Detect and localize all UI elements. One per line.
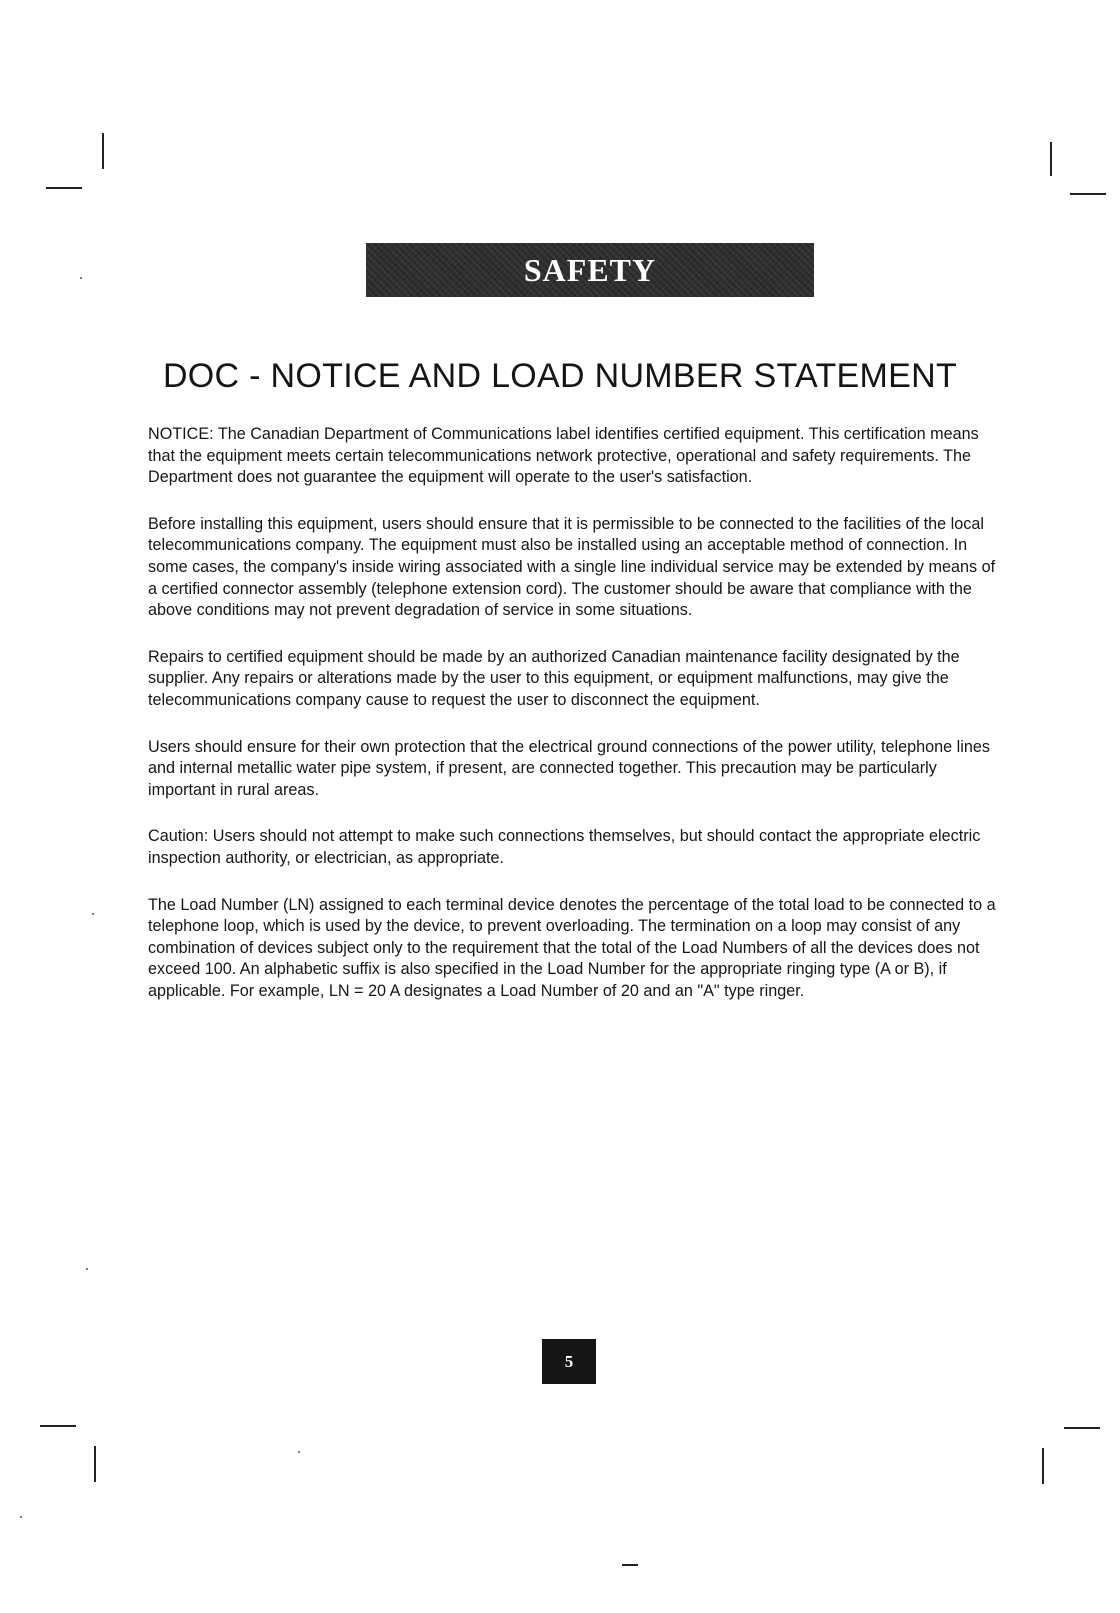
document-body [148,424,1006,1027]
paragraph-repairs: Repairs to certified equipment should be made by an authorized Canadian maintenance facility designated by the supplier. Any repairs or alterations made by the user to this equipment, or equipment malfunctions, may give the telecommunications company cause to request the user to disconnect the equipment. [148,647,960,709]
crop-mark-bottom-left-horizontal [40,1425,76,1427]
paragraph-load-number: The Load Number (LN) assigned to each terminal device denotes the percentage of the total load to be connected to a telephone loop, which is used by the device, to prevent overloading. The termination on a loop may consist of any combination of devices subject only to the requirement that the total of the Load Numbers of all the devices does not exceed 100. An alphabetic suffix is also specified in the Load Number for the appropriate ringing type (A or B), if applicable. For example, LN = 20 A designates a Load Number of 20 and an "A" type ringer. [148,895,996,1000]
scan-speck [92,913,94,915]
crop-mark-bottom-center [622,1564,638,1566]
section-banner [366,243,814,297]
paragraph-notice: NOTICE: The Canadian Department of Communications label identifies certified equipment. This certification means that the equipment meets certain telecommunications network protective, operational and safety requirements. The Department does not guarantee the equipment will operate to the user's satisfaction. [148,425,979,487]
page-title: DOC - NOTICE AND LOAD NUMBER STATEMENT [162,357,958,395]
scan-speck [20,1516,22,1518]
crop-mark-top-right-vertical [1050,142,1052,176]
crop-mark-bottom-right-horizontal [1064,1427,1100,1429]
page-number-badge [542,1339,596,1384]
crop-mark-top-left-vertical [102,133,104,169]
scan-speck [298,1451,300,1453]
scan-speck [86,1268,88,1270]
paragraph-installation: Before installing this equipment, users should ensure that it is permissible to be connected to the facilities of the local telecommunications company. The equipment must also be installed using an acceptable method of connection. In some cases, the company's inside wiring associated with a single line individual service may be extended by means of a certified connector assembly (telephone extension cord). The customer should be aware that compliance with the above conditions may not prevent degradation of service in some situations. [148,514,996,620]
crop-mark-bottom-right-vertical [1042,1448,1044,1484]
scan-speck [80,277,82,279]
crop-mark-top-left-horizontal [46,187,82,189]
crop-mark-top-right-horizontal [1070,193,1106,195]
paragraph-caution: Caution: Users should not attempt to make such connections themselves, but should contact the appropriate electric inspection authority, or electrician, as appropriate. [148,827,981,867]
crop-mark-bottom-left-vertical [94,1446,96,1482]
section-banner-label: SAFETY [523,251,657,288]
page-number: 5 [564,1351,574,1371]
paragraph-grounding: Users should ensure for their own protection that the electrical ground connections of the power utility, telephone lines and internal metallic water pipe system, if present, are connected together. This precaution may be particularly important in rural areas. [148,737,990,799]
